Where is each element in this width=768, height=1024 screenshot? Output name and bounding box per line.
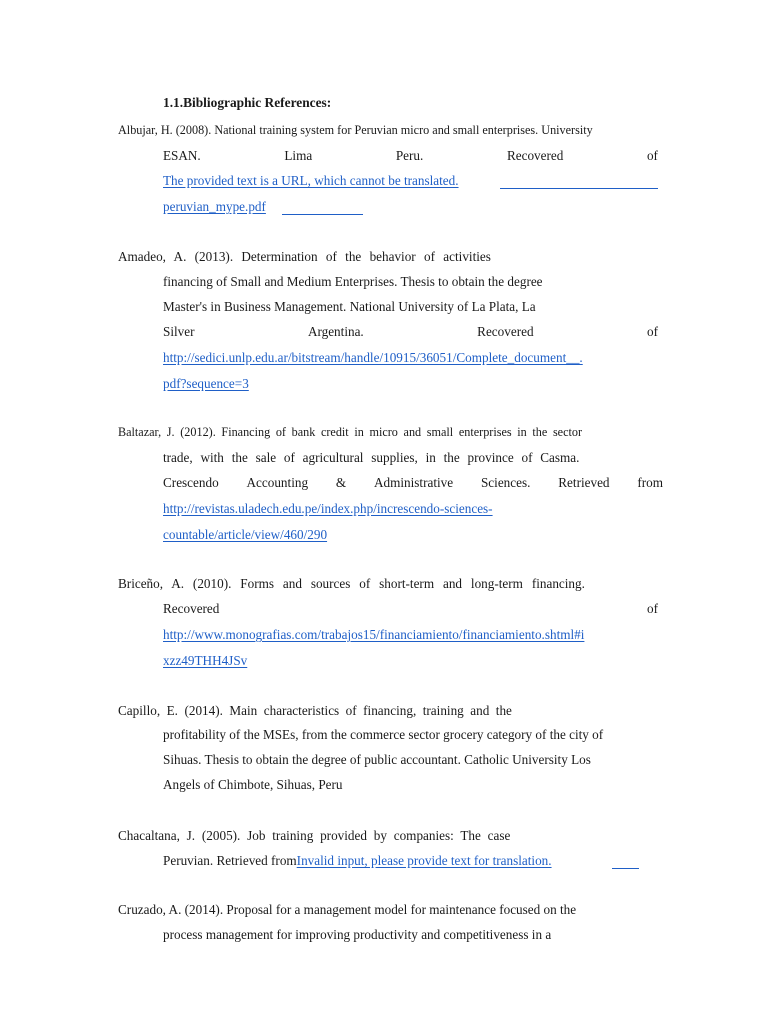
reference-line: Briceño, A. (2010). Forms and sources of short-term and long-term financing. xyxy=(118,576,585,591)
reference-line: Albujar, H. (2008). National training system for Peruvian micro and small enterprises. University xyxy=(118,123,593,137)
word: Recovered xyxy=(163,601,220,616)
reference-text: Amadeo, A. (2013). Determination of the behavior of activities xyxy=(118,249,491,264)
word: Recovered xyxy=(506,148,564,163)
reference-link[interactable]: The provided text is a URL, which cannot be translated. xyxy=(163,173,459,188)
reference-link[interactable]: xzz49THH4JSv xyxy=(163,653,248,668)
word: Peru. xyxy=(395,148,424,163)
link-underline-extension xyxy=(500,188,658,189)
reference-line-justified xyxy=(163,149,658,162)
reference-link[interactable]: http://www.monografias.com/trabajos15/financiamiento/financiamiento.shtml#i xyxy=(163,627,585,642)
reference-line: process management for improving productivity and competitiveness in a xyxy=(163,927,552,942)
reference-line: Cruzado, A. (2014). Proposal for a management model for maintenance focused on the xyxy=(118,902,577,917)
reference-link[interactable]: http://revistas.uladech.edu.pe/index.php/increscendo-sciences- xyxy=(163,501,493,516)
reference-line: trade, with the sale of agricultural supplies, in the province of Casma. xyxy=(163,450,580,465)
word: Silver xyxy=(163,324,195,339)
section-heading: 1.1.Bibliographic References: xyxy=(163,95,332,110)
word: from xyxy=(637,475,663,490)
reference-line: Baltazar, J. (2012). Financing of bank credit in micro and small enterprises in the sector xyxy=(118,425,583,439)
reference-line: profitability of the MSEs, from the commerce sector grocery category of the city of xyxy=(163,727,604,742)
word: Sciences. xyxy=(480,475,531,490)
reference-line: Chacaltana, J. (2005). Job training provided by companies: The case xyxy=(118,828,511,843)
word: of xyxy=(646,324,658,339)
reference-link[interactable]: Invalid input, please provide text for translation. xyxy=(296,853,552,868)
word: of xyxy=(646,148,658,163)
reference-link[interactable]: peruvian_mype.pdf xyxy=(163,199,266,214)
reference-line xyxy=(118,250,563,263)
word: Administrative xyxy=(374,475,454,490)
reference-line-justified xyxy=(163,325,658,338)
word: of xyxy=(647,601,658,616)
word: Recovered xyxy=(477,324,534,339)
word: Argentina. xyxy=(307,324,364,339)
reference-line xyxy=(163,854,552,867)
reference-line-justified xyxy=(163,602,658,615)
word: & xyxy=(335,475,347,490)
reference-line-justified xyxy=(163,476,663,489)
word: Retrieved xyxy=(558,475,610,490)
reference-link[interactable]: pdf?sequence=3 xyxy=(163,376,249,391)
reference-line: Angels of Chimbote, Sihuas, Peru xyxy=(163,777,343,792)
reference-line: Master's in Business Management. National University of La Plata, La xyxy=(163,299,536,314)
word: Accounting xyxy=(246,475,309,490)
reference-line: Sihuas. Thesis to obtain the degree of public accountant. Catholic University Los xyxy=(163,752,591,767)
word: Lima xyxy=(284,148,313,163)
link-underline-extension xyxy=(282,214,363,215)
reference-link[interactable]: http://sedici.unlp.edu.ar/bitstream/handle/10915/36051/Complete_document__. xyxy=(163,350,583,365)
reference-text: Peruvian. Retrieved from xyxy=(163,853,297,868)
reference-line: Capillo, E. (2014). Main characteristics of financing, training and the xyxy=(118,703,512,718)
link-underline-extension xyxy=(612,868,639,869)
word: Crescendo xyxy=(163,475,219,490)
word: ESAN. xyxy=(163,148,201,163)
reference-line: financing of Small and Medium Enterprises. Thesis to obtain the degree xyxy=(163,274,543,289)
reference-link[interactable]: countable/article/view/460/290 xyxy=(163,527,328,542)
